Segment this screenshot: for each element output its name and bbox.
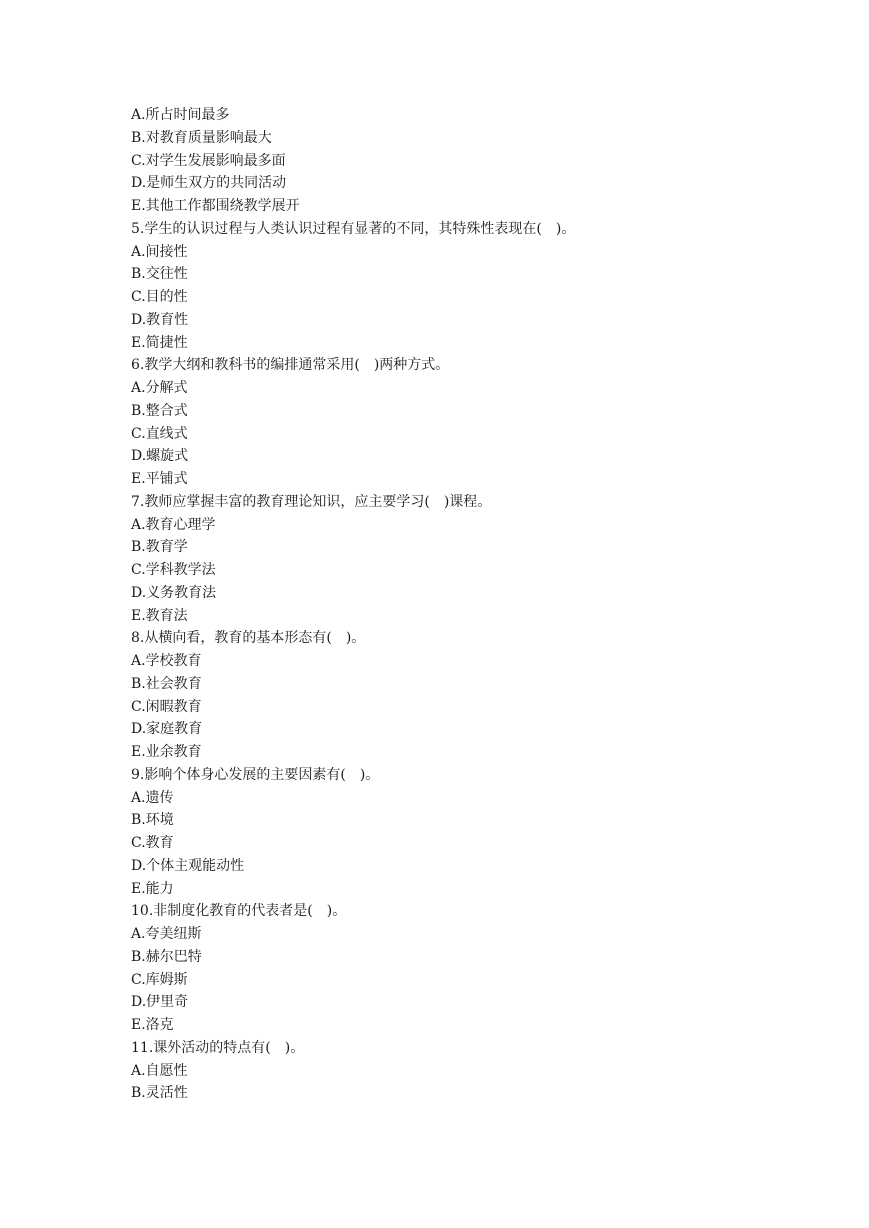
- option-a-q5: A.间接性: [131, 243, 188, 260]
- option-d-q9: D.个体主观能动性: [131, 857, 245, 874]
- option-c-q8: C.闲暇教育: [131, 698, 202, 715]
- option-b-q4: B.对教育质量影响最大: [131, 129, 272, 146]
- question-9: 9.影响个体身心发展的主要因素有( )。: [131, 766, 380, 783]
- option-a-q4: A.所占时间最多: [131, 107, 230, 123]
- option-a-q11: A.自愿性: [131, 1062, 188, 1079]
- option-a-q9: A.遗传: [131, 789, 174, 806]
- option-e-q9: E.能力: [131, 880, 174, 897]
- option-e-q6: E.平铺式: [131, 471, 188, 487]
- option-e-q10: E.洛克: [131, 1017, 174, 1033]
- option-a-q6: A.分解式: [131, 380, 188, 396]
- question-10: 10.非制度化教育的代表者是( )。: [131, 903, 347, 920]
- option-c-q6: C.直线式: [131, 425, 188, 442]
- option-b-q11: B.灵活性: [131, 1085, 188, 1102]
- question-11: 11.课外活动的特点有( )。: [131, 1039, 305, 1056]
- option-b-q9: B.环境: [131, 812, 174, 829]
- option-d-q5: D.教育性: [131, 311, 189, 328]
- option-b-q5: B.交往性: [131, 266, 188, 283]
- option-e-q5: E.简捷性: [131, 334, 188, 351]
- option-b-q8: B.社会教育: [131, 675, 202, 692]
- option-e-q7: E.教育法: [131, 607, 188, 624]
- option-d-q10: D.伊里奇: [131, 994, 189, 1011]
- option-d-q6: D.螺旋式: [131, 448, 189, 465]
- option-e-q4: E.其他工作都围绕教学展开: [131, 198, 300, 214]
- option-c-q10: C.库姆斯: [131, 971, 188, 988]
- question-list: [131, 104, 831, 1105]
- option-c-q7: C.学科教学法: [131, 562, 216, 578]
- question-6: 6.教学大纲和教科书的编排通常采用( )两种方式。: [131, 357, 450, 374]
- question-7: 7.教师应掌握丰富的教育理论知识，应主要学习( )课程。: [131, 493, 492, 510]
- question-8: 8.从横向看，教育的基本形态有( )。: [131, 630, 366, 647]
- option-b-q7: B.教育学: [131, 539, 188, 556]
- option-c-q4: C.对学生发展影响最多面: [131, 152, 286, 169]
- option-e-q8: E.业余教育: [131, 744, 202, 760]
- option-b-q10: B.赫尔巴特: [131, 948, 202, 965]
- option-d-q7: D.义务教育法: [131, 584, 217, 601]
- option-a-q8: A.学校教育: [131, 653, 202, 669]
- option-c-q5: C.目的性: [131, 289, 188, 305]
- question-5: 5.学生的认识过程与人类认识过程有显著的不同，其特殊性表现在( )。: [131, 220, 576, 237]
- option-d-q8: D.家庭教育: [131, 721, 203, 738]
- option-d-q4: D.是师生双方的共同活动: [131, 175, 287, 192]
- option-a-q7: A.教育心理学: [131, 516, 216, 533]
- option-b-q6: B.整合式: [131, 402, 188, 419]
- option-c-q9: C.教育: [131, 835, 174, 851]
- option-a-q10: A.夸美纽斯: [131, 926, 202, 942]
